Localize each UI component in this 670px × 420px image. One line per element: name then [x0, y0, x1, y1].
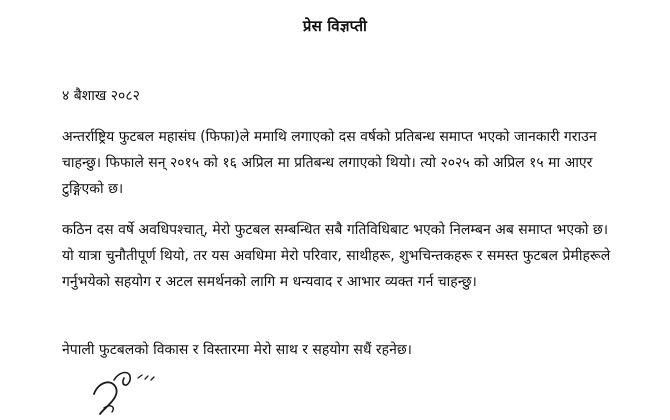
document-date: ४ बैशाख २०८२ — [62, 88, 140, 104]
paragraph-3: नेपाली फुटबलको विकास र विस्तारमा मेरो साथ र सहयोग सधैं रहनेछ। — [62, 342, 412, 358]
document-title: प्रेस विज्ञप्ती — [302, 17, 368, 35]
paragraph-2: कठिन दस वर्षे अवधिपश्चात्, मेरो फुटबल सम्बन्धित सबै गतिविधिबाट भएको निलम्बन अब समाप्त भएको छ। यो यात्रा चुनौतीपूर्ण थियो, तर यस अवधिमा मेरो परिवार, साथीहरू, शुभचिन्तकहरू र समस्त फुटबल प्रेमीहरूले गर्नुभयेको सहयोग र अटल समर्थनको लागि म धन्यवाद र आभार व्यक्त गर्न चाहन्छु। — [62, 222, 611, 290]
paragraph-1: अन्तर्राष्ट्रिय फुटबल महासंघ (फिफा)ले ममाथि लगाएको दस वर्षको प्रतिबन्ध समाप्त भएको जानकारी गराउन चाहन्छु। फिफाले सन् २०१५ को १६ अप्रिल मा प्रतिबन्ध लगाएको थियो। त्यो २०२५ को अप्रिल १५ मा आएर टुङ्गिएको छ। — [62, 129, 597, 197]
signature-icon — [90, 364, 170, 420]
